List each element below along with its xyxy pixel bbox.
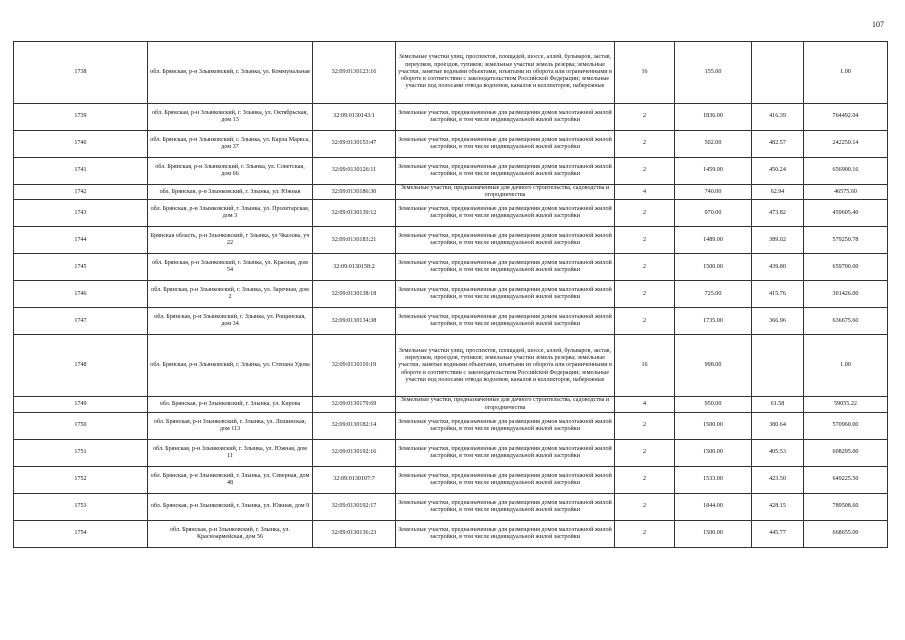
land-category-cell: Земельные участки, предназначенные для размещения домов малоэтажной жилой застройки, в том числе индивидуальной жилой застройки [396,439,615,466]
cadastral-value-cell: 764492.04 [804,104,888,131]
table-row [14,158,888,185]
address-cell: обл. Брянская, р-н Злынковский, г. Злынка, ул. Степана Удова [148,335,313,397]
cadastral-value-cell: 570960.00 [804,412,888,439]
address-cell: обл. Брянская, р-н Злынковский, г. Злынка, ул. Южная [148,185,313,200]
specific-value-cell: 62.94 [752,185,804,200]
table-row [14,335,888,397]
cadastral-value-cell: 668655.00 [804,520,888,547]
cadastral-number-cell: 32:09:0130183:21 [313,227,396,254]
address-cell: обл. Брянская, р-н Злынковский, г. Злынка, ул. Кирова [148,397,313,412]
specific-value-cell: 445.77 [752,520,804,547]
cadastral-value-cell: 459605.40 [804,200,888,227]
cadastral-number-cell: 32:09:0130107:7 [313,466,396,493]
area-cell: 970.00 [675,200,752,227]
table-row [14,308,888,335]
specific-value-cell: 366.96 [752,308,804,335]
land-category-cell: Земельные участки, предназначенные для размещения домов малоэтажной жилой застройки, в том числе индивидуальной жилой застройки [396,104,615,131]
address-cell: обл. Брянская, р-н Злынковский, г. Злынка, ул. Заречная, дом 2 [148,281,313,308]
table-row [14,397,888,412]
address-cell: обл. Брянская, р-н Злынковский, г. Злынка, ул. Коммунальная [148,42,313,104]
cadastral-value-cell: 579250.78 [804,227,888,254]
specific-value-cell: 428.15 [752,493,804,520]
table-row [14,104,888,131]
cadastral-number-cell: 32:09:0130110:19 [313,335,396,397]
area-cell: 1459.00 [675,158,752,185]
cadastral-number-cell: 32:09:0130186:30 [313,185,396,200]
row-number-cell: 1738 [14,42,148,104]
specific-value-cell: 450.24 [752,158,804,185]
cadastral-number-cell: 32:09:0130136:23 [313,520,396,547]
address-cell: обл. Брянская, р-н Злынковский, г. Злынка, ул. Рощинская, дом 34 [148,308,313,335]
page-number: 107 [872,20,884,29]
specific-value-cell: 423.50 [752,466,804,493]
row-number-cell: 1745 [14,254,148,281]
land-category-cell: Земельные участки, предназначенные для размещения домов малоэтажной жилой застройки, в том числе индивидуальной жилой застройки [396,158,615,185]
row-number-cell: 1747 [14,308,148,335]
cadastral-value-cell: 59055.22 [804,397,888,412]
land-category-cell: Земельные участки, предназначенные для размещения домов малоэтажной жилой застройки, в том числе индивидуальной жилой застройки [396,131,615,158]
table-row [14,200,888,227]
land-category-cell: Земельные участки улиц, проспектов, площадей, шоссе, аллей, бульваров, застав, переулков, проездов, тупиков; земельные участки земель резерва; земельные участки, занятые водными объектами, изъятыми из оборота или ограниченными в обороте в соответствии с законодательством Российской Федерации; земельные участки под полосами отвода водоемов, каналов и коллекторов, набережные [396,335,615,397]
cadastral-value-cell: 649225.50 [804,466,888,493]
specific-value-cell: 482.57 [752,131,804,158]
specific-value-cell: 473.82 [752,200,804,227]
cadastral-number-cell: 32:09:0130192:16 [313,439,396,466]
area-cell: 155.00 [675,42,752,104]
group-code-cell: 2 [615,227,675,254]
specific-value-cell [752,42,804,104]
cadastral-number-cell: 32:09:0130182:14 [313,412,396,439]
table-row [14,254,888,281]
group-code-cell: 4 [615,185,675,200]
land-category-cell: Земельные участки, предназначенные для размещения домов малоэтажной жилой застройки, в том числе индивидуальной жилой застройки [396,227,615,254]
specific-value-cell: 380.64 [752,412,804,439]
area-cell: 950.00 [675,397,752,412]
area-cell: 725.00 [675,281,752,308]
group-code-cell: 2 [615,412,675,439]
area-cell: 740.00 [675,185,752,200]
row-number-cell: 1743 [14,200,148,227]
specific-value-cell [752,335,804,397]
group-code-cell: 2 [615,254,675,281]
land-category-cell: Земельные участки улиц, проспектов, площадей, шоссе, аллей, бульваров, застав, переулков, проездов, тупиков; земельные участки земель резерва; земельные участки, занятые водными объектами, изъятыми из оборота или ограниченными в обороте в соответствии с законодательством Российской Федерации; земельные участки под полосами отвода водоемов, каналов и коллекторов, набережные [396,42,615,104]
land-category-cell: Земельные участки, предназначенные для дачного строительства, садоводства и огородничества [396,397,615,412]
specific-value-cell: 439.80 [752,254,804,281]
table-row [14,131,888,158]
cadastral-number-cell: 32:09:0130143:1 [313,104,396,131]
group-code-cell: 16 [615,335,675,397]
row-number-cell: 1740 [14,131,148,158]
area-cell: 1489.00 [675,227,752,254]
address-cell: обл. Брянская, р-н Злынковский, г. Злынка, ул. Октябрьская, дом 13 [148,104,313,131]
group-code-cell: 2 [615,104,675,131]
group-code-cell: 2 [615,308,675,335]
area-cell: 1500.00 [675,520,752,547]
land-category-cell: Земельные участки, предназначенные для размещения домов малоэтажной жилой застройки, в том числе индивидуальной жилой застройки [396,466,615,493]
area-cell: 1500.00 [675,254,752,281]
land-category-cell: Земельные участки, предназначенные для размещения домов малоэтажной жилой застройки, в том числе индивидуальной жилой застройки [396,308,615,335]
table-row [14,466,888,493]
address-cell: обл. Брянская, р-н Злынковский, г. Злынка, ул. Красноармейская, дом 56 [148,520,313,547]
address-cell: обл. Брянская, р-н Злынковский, г. Злынка, ул. Южная, дом 11 [148,439,313,466]
group-code-cell: 2 [615,158,675,185]
group-code-cell: 2 [615,131,675,158]
cadastral-number-cell: 32:09:0130139:12 [313,200,396,227]
table-row [14,42,888,104]
group-code-cell: 2 [615,520,675,547]
group-code-cell: 2 [615,200,675,227]
address-cell: обл. Брянская, р-н Злынковский, г. Злынка, ул. Красная, дом 54 [148,254,313,281]
row-number-cell: 1752 [14,466,148,493]
table-row [14,412,888,439]
cadastral-value-cell: 242250.14 [804,131,888,158]
table-row [14,493,888,520]
specific-value-cell: 405.53 [752,439,804,466]
group-code-cell: 4 [615,397,675,412]
cadastral-value-cell: 1.00 [804,42,888,104]
cadastral-number-cell: 32:09:0130123:16 [313,42,396,104]
group-code-cell: 2 [615,281,675,308]
group-code-cell: 16 [615,42,675,104]
address-cell: Брянская область, р-н Злынковский, г Злынка, ул Чкалова, уч 22 [148,227,313,254]
area-cell: 998.00 [675,335,752,397]
cadastral-value-cell: 301426.00 [804,281,888,308]
land-category-cell: Земельные участки, предназначенные для размещения домов малоэтажной жилой застройки, в том числе индивидуальной жилой застройки [396,412,615,439]
row-number-cell: 1744 [14,227,148,254]
address-cell: обл. Брянская, р-н Злынковский, г. Злынка, ул. Северная, дом 48 [148,466,313,493]
area-cell: 1500.00 [675,412,752,439]
cadastral-number-cell: 32:09:0130134:38 [313,308,396,335]
cadastral-number-cell: 32:09:0130192:17 [313,493,396,520]
specific-value-cell: 61.58 [752,397,804,412]
cadastral-number-cell: 32:09:0130138:18 [313,281,396,308]
land-category-cell: Земельные участки, предназначенные для дачного строительства, садоводства и огородничества [396,185,615,200]
table-row [14,281,888,308]
area-cell: 502.00 [675,131,752,158]
table-row [14,439,888,466]
specific-value-cell: 415.76 [752,281,804,308]
table-row [14,520,888,547]
row-number-cell: 1741 [14,158,148,185]
row-number-cell: 1749 [14,397,148,412]
group-code-cell: 2 [615,493,675,520]
cadastral-value-cell: 656900.16 [804,158,888,185]
cadastral-number-cell: 32:09:0130126:11 [313,158,396,185]
address-cell: обл. Брянская, р-н Злынковский, г. Злынка, ул. Карла Маркса, дом 37 [148,131,313,158]
specific-value-cell: 389.02 [752,227,804,254]
row-number-cell: 1750 [14,412,148,439]
row-number-cell: 1746 [14,281,148,308]
row-number-cell: 1742 [14,185,148,200]
cadastral-number-cell: 32:09:0130158:2 [313,254,396,281]
cadastral-value-cell: 636675.60 [804,308,888,335]
area-cell: 1844.00 [675,493,752,520]
row-number-cell: 1739 [14,104,148,131]
row-number-cell: 1748 [14,335,148,397]
row-number-cell: 1753 [14,493,148,520]
cadastral-number-cell: 32:09:0130179:69 [313,397,396,412]
table-row [14,227,888,254]
area-cell: 1533.00 [675,466,752,493]
table-row [14,185,888,200]
group-code-cell: 2 [615,439,675,466]
area-cell: 1735.00 [675,308,752,335]
address-cell: обл. Брянская, р-н Злынковский, г. Злынка, ул. Пролетарская, дом 3 [148,200,313,227]
cadastral-value-cell: 789508.60 [804,493,888,520]
row-number-cell: 1754 [14,520,148,547]
specific-value-cell: 416.39 [752,104,804,131]
cadastral-table [13,41,888,548]
cadastral-value-cell: 46575.60 [804,185,888,200]
row-number-cell: 1751 [14,439,148,466]
address-cell: обл. Брянская, р-н Злынковский, г. Злынка, ул. Советская, дом 66 [148,158,313,185]
area-cell: 1500.00 [675,439,752,466]
land-category-cell: Земельные участки, предназначенные для размещения домов малоэтажной жилой застройки, в том числе индивидуальной жилой застройки [396,281,615,308]
land-category-cell: Земельные участки, предназначенные для размещения домов малоэтажной жилой застройки, в том числе индивидуальной жилой застройки [396,493,615,520]
group-code-cell: 2 [615,466,675,493]
cadastral-value-cell: 659700.00 [804,254,888,281]
cadastral-value-cell: 608295.00 [804,439,888,466]
land-category-cell: Земельные участки, предназначенные для размещения домов малоэтажной жилой застройки, в том числе индивидуальной жилой застройки [396,520,615,547]
area-cell: 1836.00 [675,104,752,131]
cadastral-number-cell: 32:09:0130153:47 [313,131,396,158]
address-cell: обл. Брянская, р-н Злынковский, г. Злынка, ул. Южная, дом 9 [148,493,313,520]
address-cell: обл. Брянская, р-н Злынковский, г. Злынка, ул. Лешинская, дом 113 [148,412,313,439]
land-category-cell: Земельные участки, предназначенные для размещения домов малоэтажной жилой застройки, в том числе индивидуальной жилой застройки [396,200,615,227]
cadastral-value-cell: 1.00 [804,335,888,397]
land-category-cell: Земельные участки, предназначенные для размещения домов малоэтажной жилой застройки, в том числе индивидуальной жилой застройки [396,254,615,281]
